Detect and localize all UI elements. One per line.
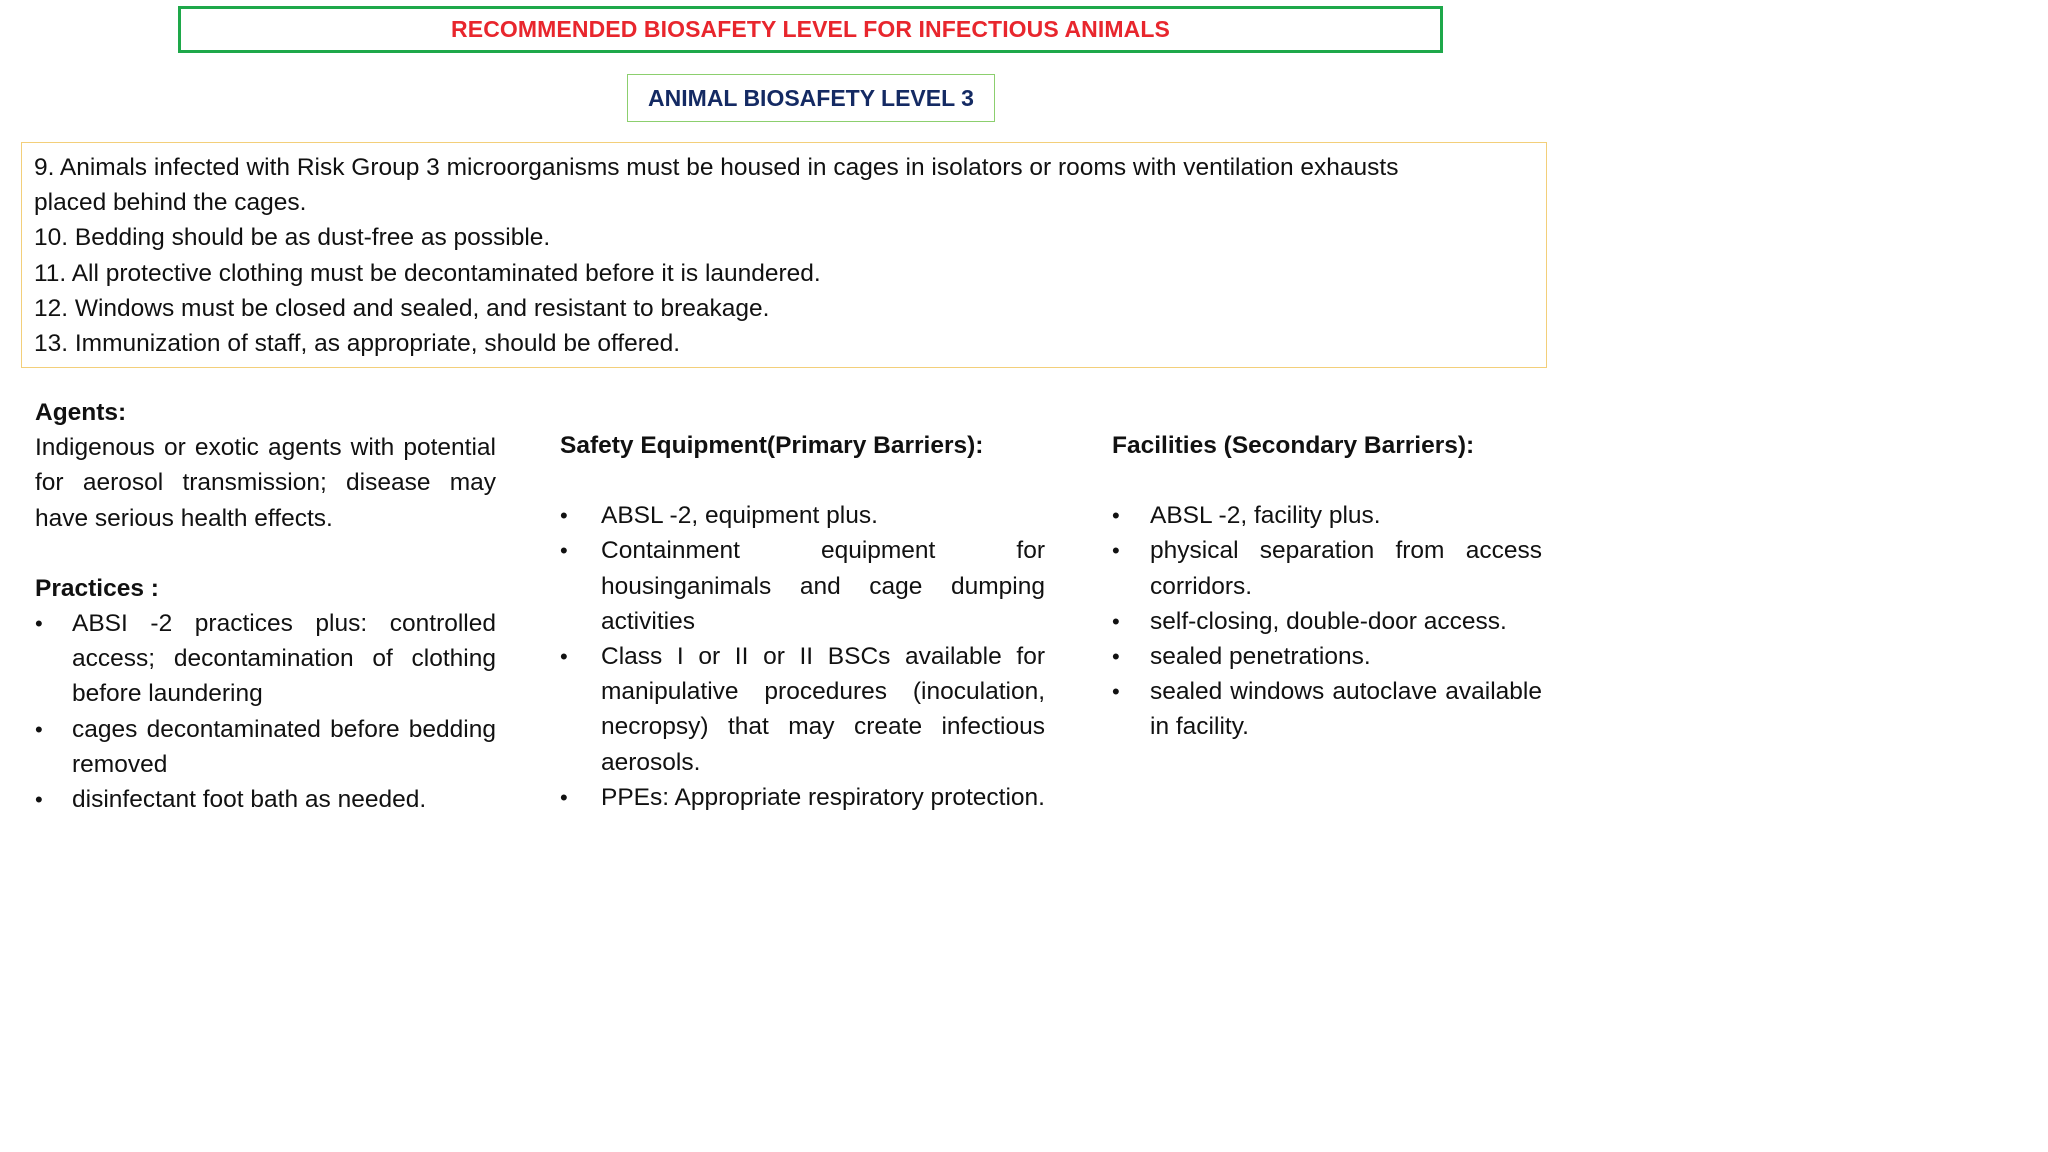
agents-text: Indigenous or exotic agents with potential for aerosol transmission; disease may have serious health effects. [35,434,496,532]
facilities-item: • sealed penetrations. [1112,639,1542,674]
main-title: RECOMMENDED BIOSAFETY LEVEL FOR INFECTIOUS ANIMALS [451,16,1170,42]
safety-equipment-heading: Safety Equipment(Primary Barriers): [560,432,984,459]
facilities-item: • self-closing, double-door access. [1112,604,1542,639]
list-item: 11. All protective clothing must be decontaminated before it is laundered. [34,259,821,287]
subtitle-box [627,74,995,122]
agents-heading: Agents: [35,399,127,426]
safety-equipment-column [560,428,1045,815]
practices-list [35,606,496,817]
subtitle: ANIMAL BIOSAFETY LEVEL 3 [648,84,974,111]
list-item: 12. Windows must be closed and sealed, and resistant to breakage. [34,294,770,322]
agents-practices-column [35,395,496,817]
facilities-list [1112,498,1542,744]
facilities-column [1112,428,1542,745]
list-item: placed behind the cages. [34,189,307,217]
list-item: 10. Bedding should be as dust-free as possible. [34,224,551,252]
facilities-item: • ABSL -2, facility plus. [1112,498,1542,533]
safety-equipment-item: • ABSL -2, equipment plus. [560,498,1045,533]
practices-heading: Practices : [35,574,159,602]
numbered-list-box [21,142,1547,368]
practices-item: • ABSI -2 practices plus: controlled access; decontamination of clothing before laundering [35,606,496,712]
list-item: 9. Animals infected with Risk Group 3 microorganisms must be housed in cages in isolators or rooms with ventilation exhausts [34,154,1399,181]
safety-equipment-item: • Containment equipment for housinganimals and cage dumping activities [560,533,1045,639]
safety-equipment-item: • Class I or II or II BSCs available for manipulative procedures (inoculation, necropsy) that may create infectious aerosols. [560,639,1045,780]
facilities-item: • physical separation from access corridors. [1112,533,1542,603]
safety-equipment-list [560,498,1045,815]
facilities-heading: Facilities (Secondary Barriers): [1112,432,1475,459]
practices-item: • disinfectant foot bath as needed. [35,782,496,817]
main-title-box [178,6,1443,53]
list-item: 13. Immunization of staff, as appropriate, should be offered. [34,330,681,358]
safety-equipment-item: • PPEs: Appropriate respiratory protection. [560,780,1045,815]
facilities-item: • sealed windows autoclave available in facility. [1112,674,1542,744]
practices-item: • cages decontaminated before bedding removed [35,712,496,782]
